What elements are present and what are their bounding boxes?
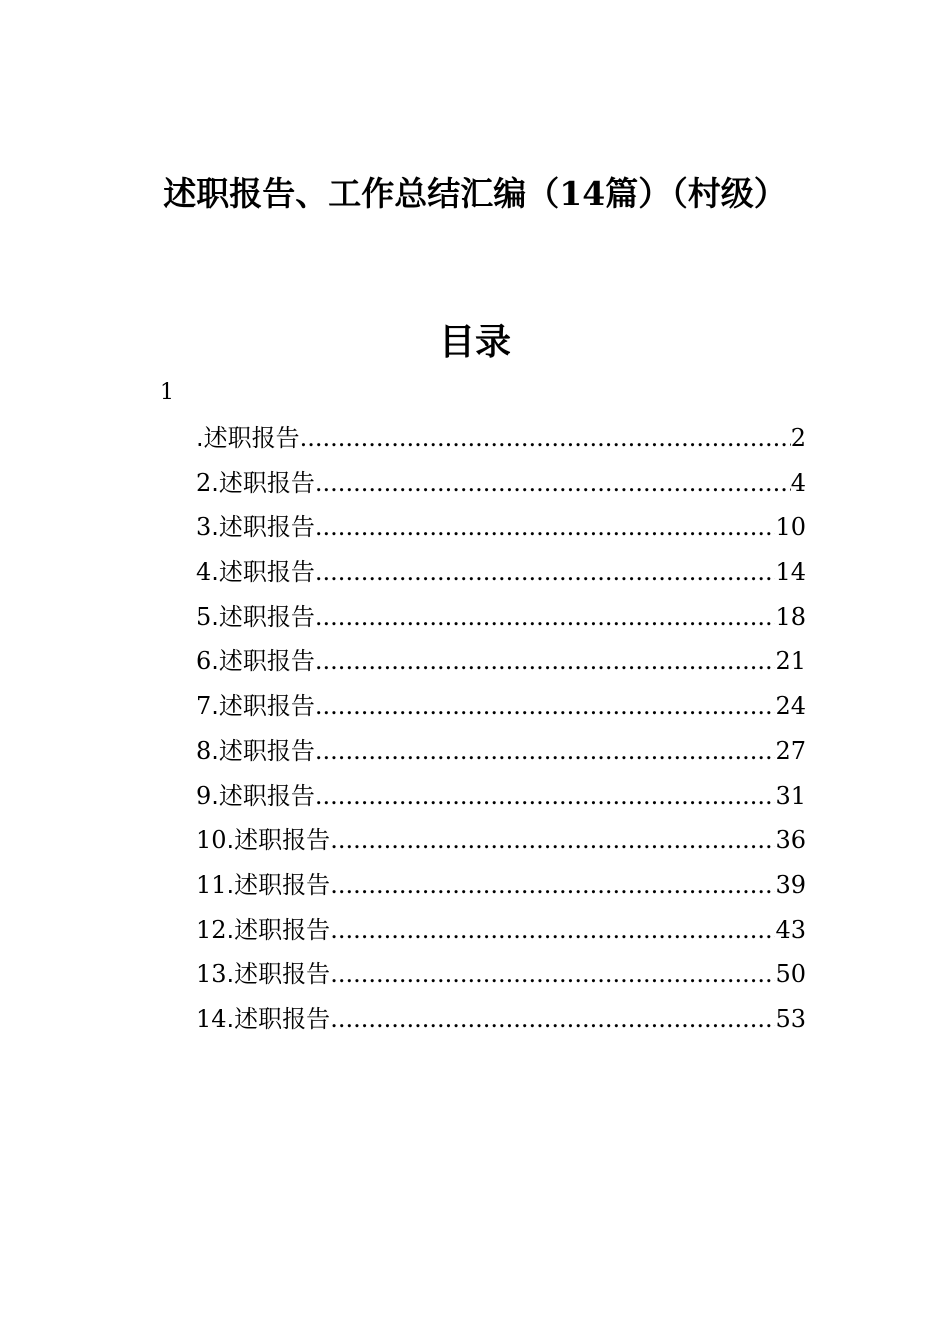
toc-leader-dots <box>315 595 776 640</box>
toc-entry-title: .述职报告 <box>211 602 315 631</box>
toc-leader-dots <box>330 997 775 1042</box>
toc-entry-title: .述职报告 <box>226 826 331 855</box>
toc-entry-title: .述职报告 <box>211 468 315 497</box>
toc-leader-dots <box>315 550 776 595</box>
toc-entry-label <box>196 684 315 729</box>
toc-entry-9[interactable] <box>196 774 806 819</box>
toc-entry-6[interactable] <box>196 639 806 684</box>
toc-page-number: 31 <box>775 781 806 810</box>
toc-entry-label <box>196 997 330 1042</box>
toc-entry-number: 10 <box>196 826 227 855</box>
toc-entry-label <box>196 550 315 595</box>
toc-entry-title: .述职报告 <box>226 870 331 899</box>
toc-entry-13[interactable] <box>196 952 806 997</box>
toc-leader-dots <box>330 818 775 863</box>
toc-entry-number: 4 <box>196 558 212 587</box>
toc-page-number: 27 <box>775 736 806 765</box>
toc-leader-dots <box>315 774 776 819</box>
toc-leader-dots <box>315 684 776 729</box>
toc-entry-number: 11 <box>196 870 227 899</box>
toc-entry-title: .述职报告 <box>226 1004 331 1033</box>
toc-entry-label <box>196 863 330 908</box>
toc-entry-label <box>196 952 330 997</box>
toc-entry-title: .述职报告 <box>226 915 331 944</box>
toc-entry-5[interactable] <box>196 595 806 640</box>
toc-entry-title: .述职报告 <box>211 736 315 765</box>
toc-entry-14[interactable] <box>196 997 806 1042</box>
toc-page-number: 39 <box>775 870 806 899</box>
toc-page-number: 18 <box>775 602 806 631</box>
toc-entry-title: .述职报告 <box>196 424 300 452</box>
toc-entry-number: 2 <box>196 468 212 497</box>
toc-entry-4[interactable] <box>196 550 806 595</box>
toc-leader-dots <box>330 863 775 908</box>
toc-entry-label <box>196 639 315 684</box>
toc-page-number: 2 <box>790 424 806 452</box>
toc-page-number: 10 <box>775 513 806 542</box>
stray-number: 1 <box>160 380 174 405</box>
toc-leader-dots <box>315 729 776 774</box>
toc-entry-label <box>196 505 315 550</box>
toc-entry-8[interactable] <box>196 729 806 774</box>
toc-leader-dots <box>315 505 776 550</box>
toc-entry-title: .述职报告 <box>211 692 315 721</box>
toc-entry-label <box>196 908 330 953</box>
toc-entry-label <box>196 595 315 640</box>
toc-page-number: 53 <box>775 1004 806 1033</box>
toc-entry-3[interactable] <box>196 505 806 550</box>
toc-leader-dots <box>300 416 791 461</box>
toc-entry-label <box>196 416 300 461</box>
toc-entry-number: 6 <box>196 647 212 676</box>
toc-entry-label <box>196 729 315 774</box>
toc-entry-number: 3 <box>196 513 212 542</box>
toc-entry-7[interactable] <box>196 684 806 729</box>
toc-page-number: 24 <box>775 692 806 721</box>
toc-page-number: 21 <box>775 647 806 676</box>
toc-entry-number: 5 <box>196 602 212 631</box>
toc-entry-title: .述职报告 <box>226 960 331 989</box>
toc-entry-12[interactable] <box>196 908 806 953</box>
toc-entry-title: .述职报告 <box>211 513 315 542</box>
toc-entry-1[interactable] <box>196 416 806 461</box>
toc-leader-dots <box>330 908 775 953</box>
toc-page-number: 43 <box>775 915 806 944</box>
toc-entry-11[interactable] <box>196 863 806 908</box>
toc-entry-2[interactable] <box>196 461 806 506</box>
table-of-contents <box>196 416 806 1042</box>
toc-entry-number: 12 <box>196 915 227 944</box>
toc-page-number: 36 <box>775 826 806 855</box>
toc-entry-label <box>196 461 315 506</box>
toc-leader-dots <box>315 639 776 684</box>
toc-entry-number: 7 <box>196 692 212 721</box>
toc-entry-number: 9 <box>196 781 212 810</box>
toc-page-number: 14 <box>775 558 806 587</box>
toc-entry-number: 8 <box>196 736 212 765</box>
toc-entry-number: 14 <box>196 1004 227 1033</box>
toc-page-number: 4 <box>790 468 806 497</box>
toc-entry-title: .述职报告 <box>211 781 315 810</box>
toc-entry-title: .述职报告 <box>211 647 315 676</box>
toc-entry-title: .述职报告 <box>211 558 315 587</box>
toc-entry-label <box>196 818 330 863</box>
toc-leader-dots <box>330 952 775 997</box>
document-title: 述职报告、工作总结汇编（14篇）（村级） <box>163 174 787 213</box>
toc-heading: 目录 <box>438 321 511 363</box>
toc-leader-dots <box>315 461 791 506</box>
toc-entry-number: 13 <box>196 960 227 989</box>
toc-page-number: 50 <box>775 960 806 989</box>
toc-entry-label <box>196 774 315 819</box>
toc-entry-10[interactable] <box>196 818 806 863</box>
